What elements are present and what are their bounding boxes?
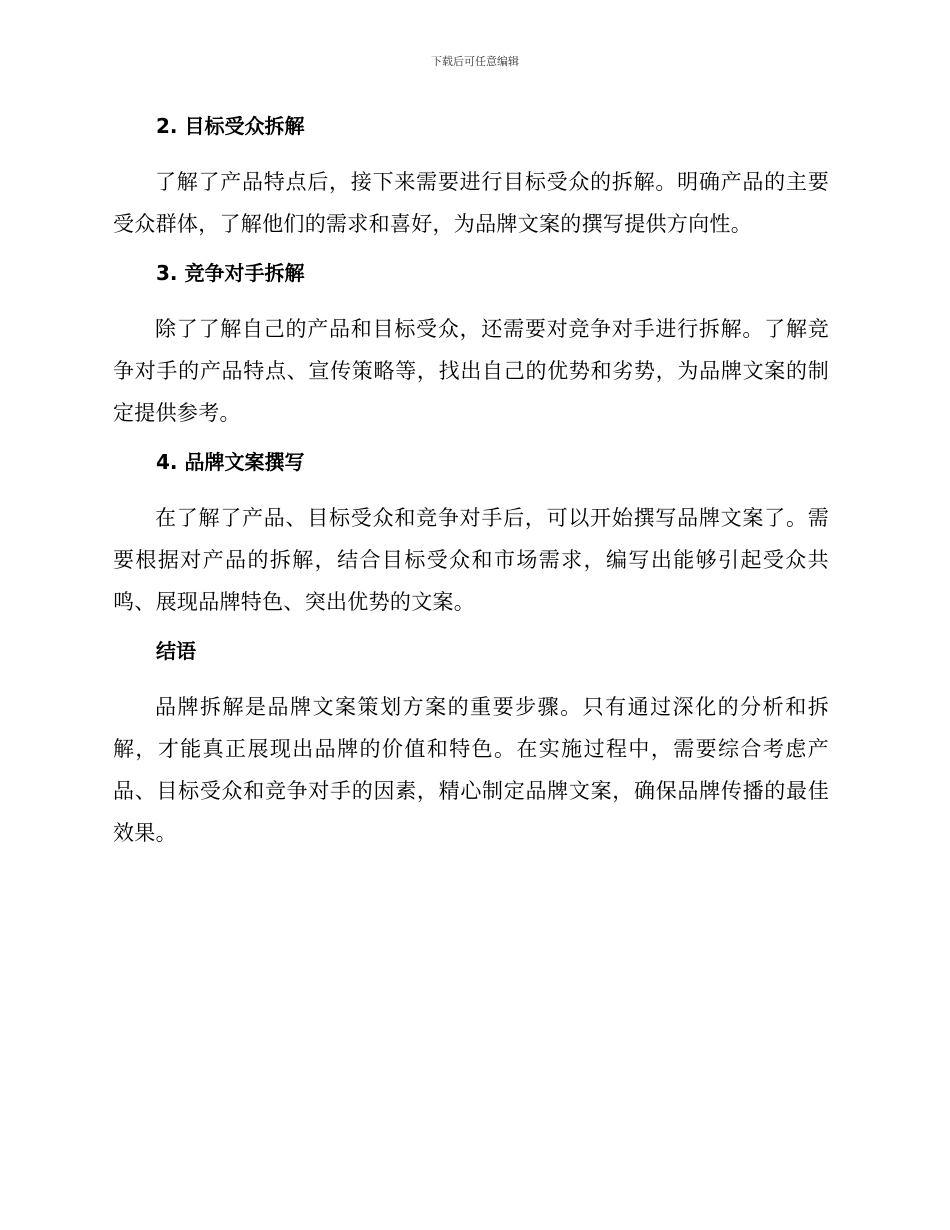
section-heading-conclusion: 结语: [156, 639, 196, 663]
section-paragraph-target-audience: 了解了产品特点后，接下来需要进行目标受众的拆解。明确产品的主要受众群体，了解他们的需求和喜好，为品牌文案的撰写提供方向性。: [113, 170, 829, 236]
section-paragraph-conclusion: 品牌拆解是品牌文案策划方案的重要步骤。只有通过深化的分析和拆解，才能真正展现出品牌的价值和特色。在实施过程中，需要综合考虑产品、目标受众和竞争对手的因素，精心制定品牌文案，确保品牌传播的最佳效果。: [113, 695, 829, 845]
page-header: 下载后可任意编辑: [431, 55, 519, 68]
section-heading-copywriting: 4. 品牌文案撰写: [156, 450, 305, 474]
section-heading-target-audience: 2. 目标受众拆解: [156, 114, 305, 138]
document-body: [113, 110, 829, 854]
section-paragraph-competitors: 除了了解自己的产品和目标受众，还需要对竞争对手进行拆解。了解竞争对手的产品特点、宣传策略等，找出自己的优势和劣势，为品牌文案的制定提供参考。: [113, 317, 829, 425]
section-heading-competitors: 3. 竞争对手拆解: [156, 261, 305, 285]
section-paragraph-copywriting: 在了解了产品、目标受众和竞争对手后，可以开始撰写品牌文案了。需要根据对产品的拆解，结合目标受众和市场需求，编写出能够引起受众共鸣、展现品牌特色、突出优势的文案。: [113, 506, 829, 614]
